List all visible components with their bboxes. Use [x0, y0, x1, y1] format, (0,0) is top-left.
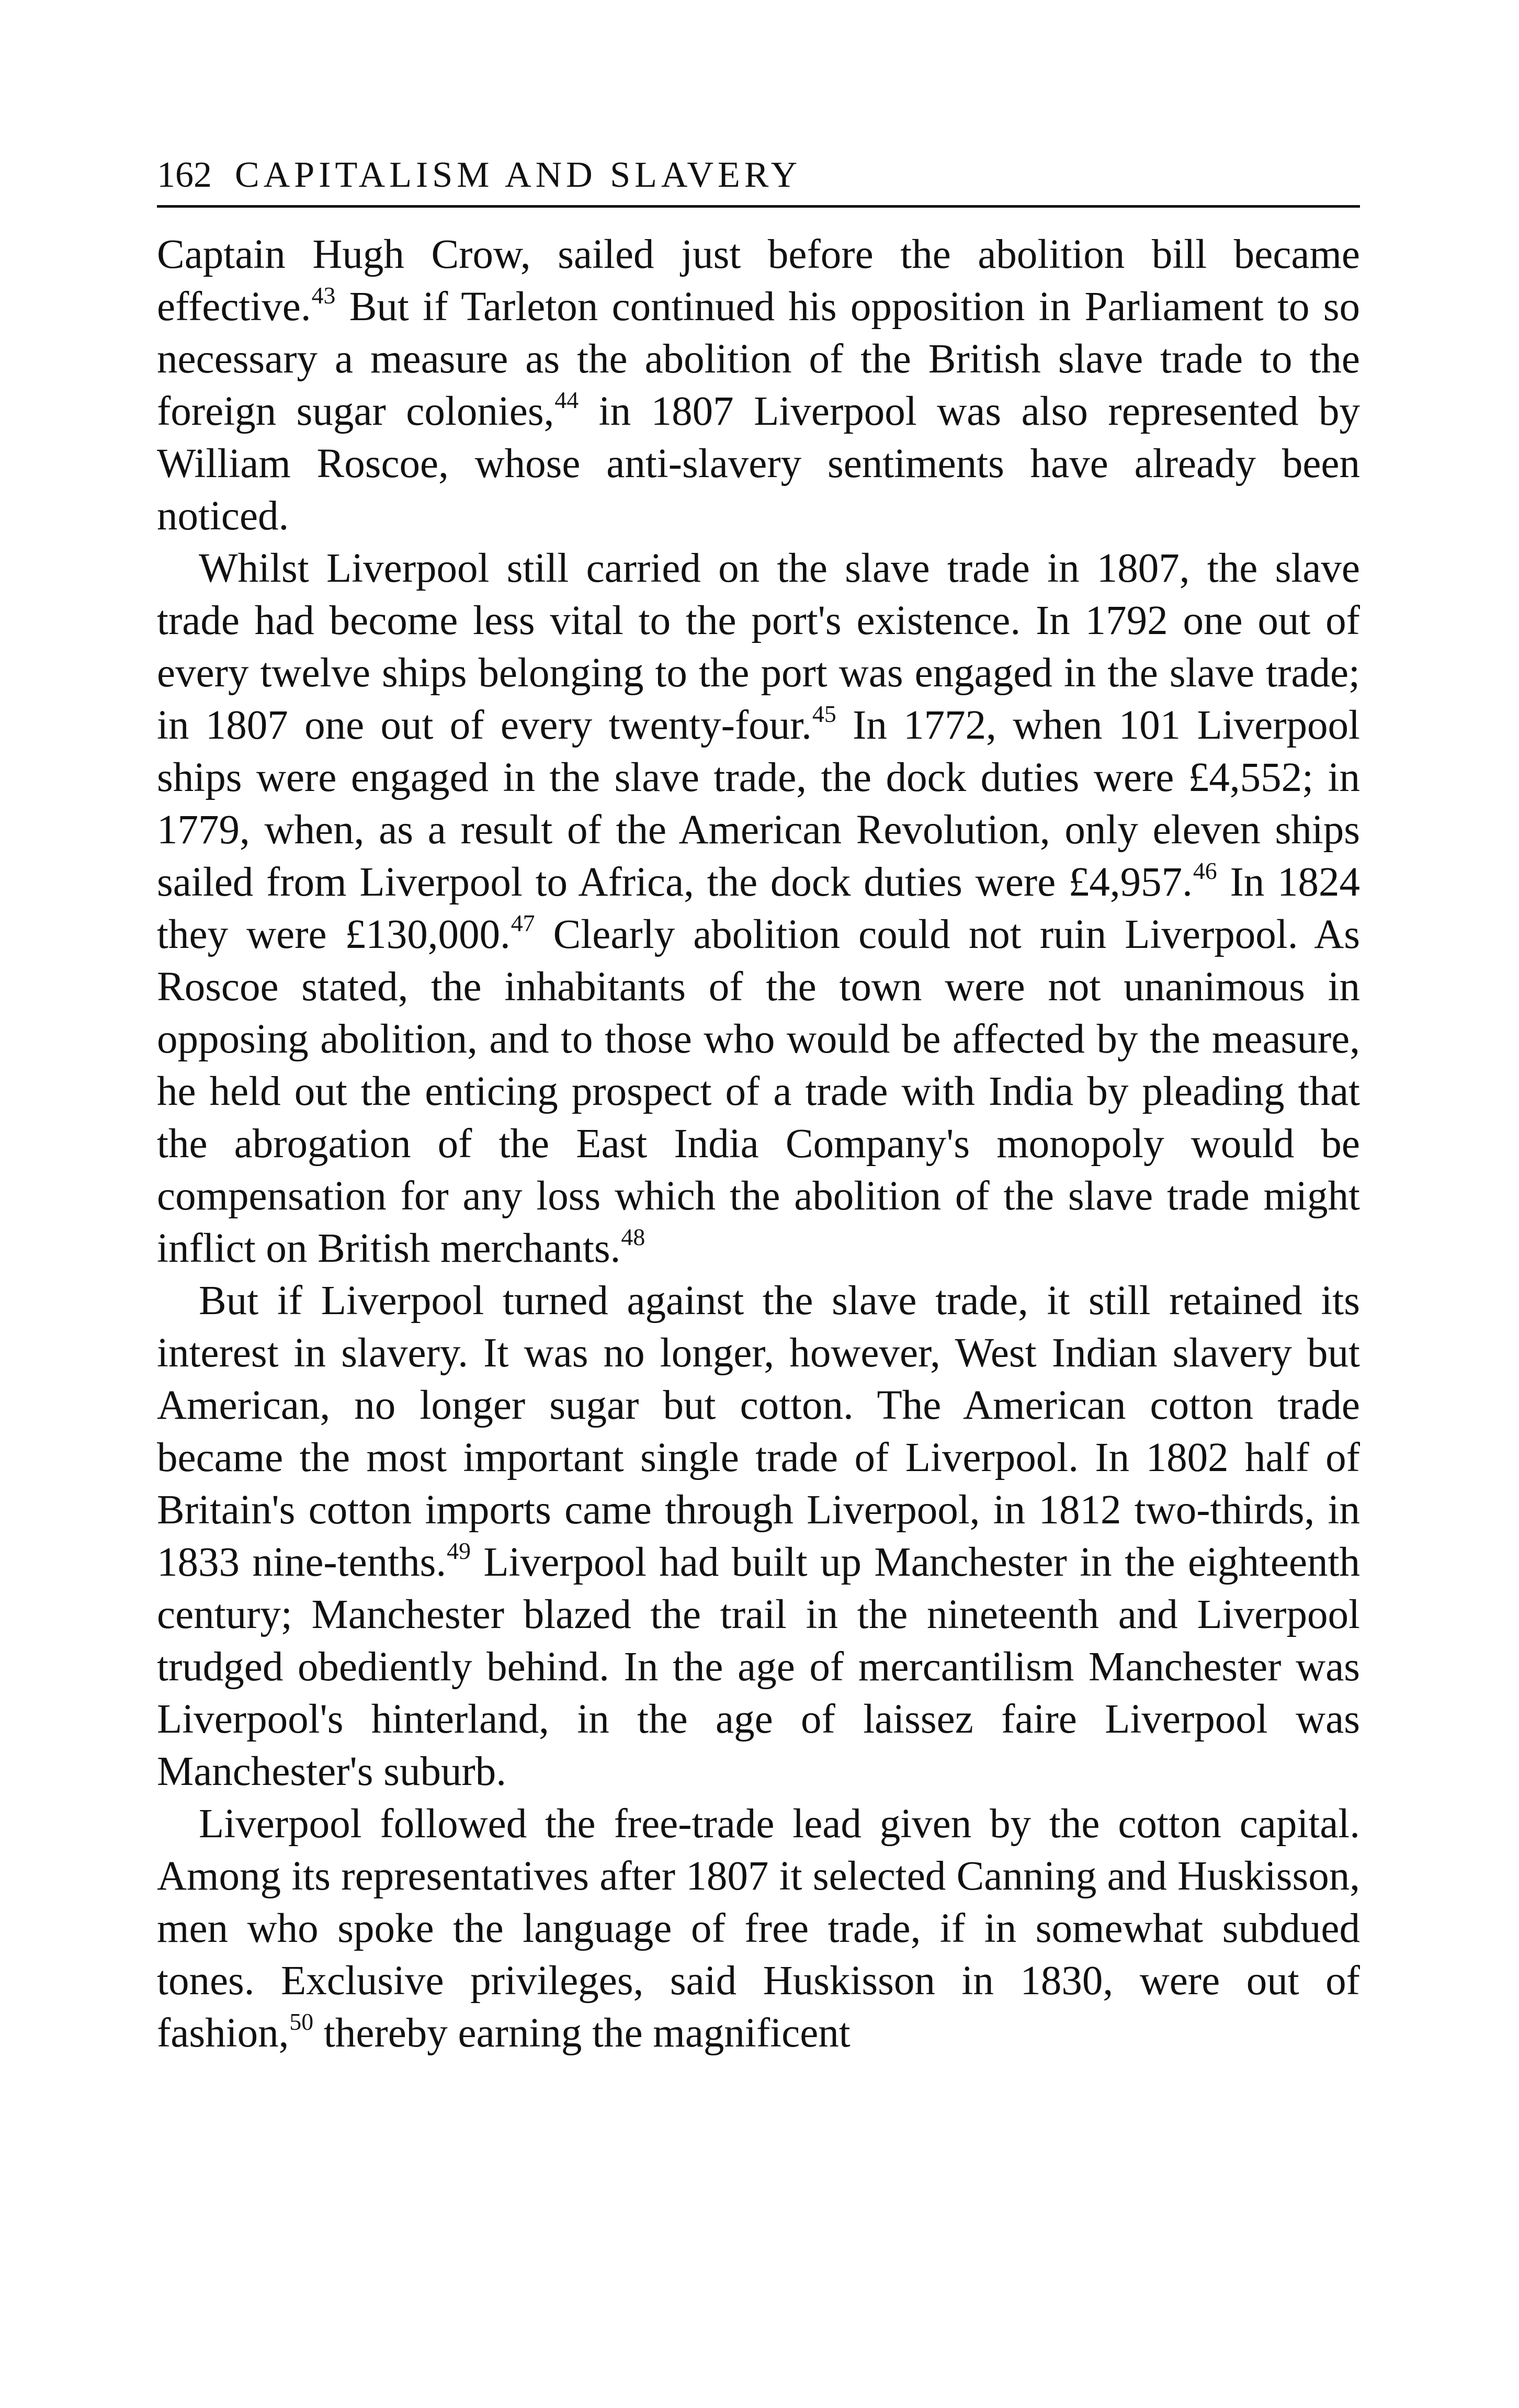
paragraph-2 [157, 542, 1360, 1275]
text-segment: Captain Hugh Crow, sailed just before the abolition bill became effective. [157, 232, 1360, 330]
footnote-ref-47: 47 [511, 909, 535, 936]
text-segment: Whilst Liverpool still carried on the slave trade in 1807, the slave trade had become less vital to the port's existence. In 1792 one out of every twelve ships belonging to the port was engaged in the slave trade; in 1807 one out of every twenty-four. [157, 546, 1360, 748]
paragraph-1 [157, 229, 1360, 542]
running-head [157, 152, 1360, 199]
text-segment: in 1807 Liverpool was also represented by William Roscoe, whose anti-slavery sentiments have already been noticed. [157, 389, 1360, 539]
paragraph-4 [157, 1798, 1360, 2060]
text-segment: In 1772, when 101 Liverpool ships were engaged in the slave trade, the dock duties were £4,552; in 1779, when, as a result of the American Revolution, only eleven ships sailed from Liverpool to Africa, the dock duties were £4,957. [157, 703, 1361, 905]
text-segment: But if Liverpool turned against the slave trade, it still retained its interest in slavery. It was no longer, however, West Indian slavery but American, no longer sugar but cotton. The American cotton trade became the most important single trade of Liverpool. In 1802 half of Britain's cotton imports came through Liverpool, in 1812 two-thirds, in 1833 nine-tenths. [157, 1278, 1360, 1585]
text-segment: But if Tarleton continued his opposition in Parliament to so necessary a measure as the abolition of the British slave trade to the foreign sugar colonies, [157, 284, 1360, 434]
footnote-ref-49: 49 [447, 1537, 471, 1564]
text-segment: Liverpool had built up Manchester in the eighteenth century; Manchester blazed the trail in the nineteenth and Liverpool trudged obediently behind. In the age of mercantilism Manchester was Liverpool's hinterland, in the age of laissez faire Liverpool was Manchester's suburb. [157, 1540, 1361, 1794]
text-segment: Clearly abolition could not ruin Liverpool. As Roscoe stated, the inhabitants of the town were not unanimous in opposing abolition, and to those who would be affected by the measure, he held out the enticing prospect of a trade with India by pleading that the abrogation of the East India Company's monopoly would be compensation for any loss which the abolition of the slave trade might inflict on British merchants. [157, 912, 1360, 1271]
footnote-ref-46: 46 [1193, 857, 1217, 884]
footnote-ref-50: 50 [289, 2008, 314, 2035]
body-text [157, 229, 1360, 2060]
text-segment: In 1824 they were £130,000. [157, 860, 1360, 957]
book-title: CAPITALISM AND SLAVERY [235, 155, 802, 195]
page-number: 162 [157, 155, 212, 195]
footnote-ref-48: 48 [621, 1223, 645, 1250]
header-rule [157, 205, 1360, 208]
text-segment: Liverpool followed the free-trade lead given by the cotton capital. Among its representatives after 1807 it selected Canning and Huskisson, men who spoke the language of free trade, if in somewhat subdued tones. Exclusive privileges, said Huskisson in 1830, were out of fashion, [157, 1801, 1360, 2056]
text-segment: thereby earning the magnificent [313, 2010, 851, 2056]
footnote-ref-45: 45 [812, 700, 836, 727]
footnote-ref-43: 43 [311, 281, 336, 309]
footnote-ref-44: 44 [554, 386, 579, 413]
book-page [157, 152, 1360, 2060]
paragraph-3 [157, 1275, 1360, 1798]
